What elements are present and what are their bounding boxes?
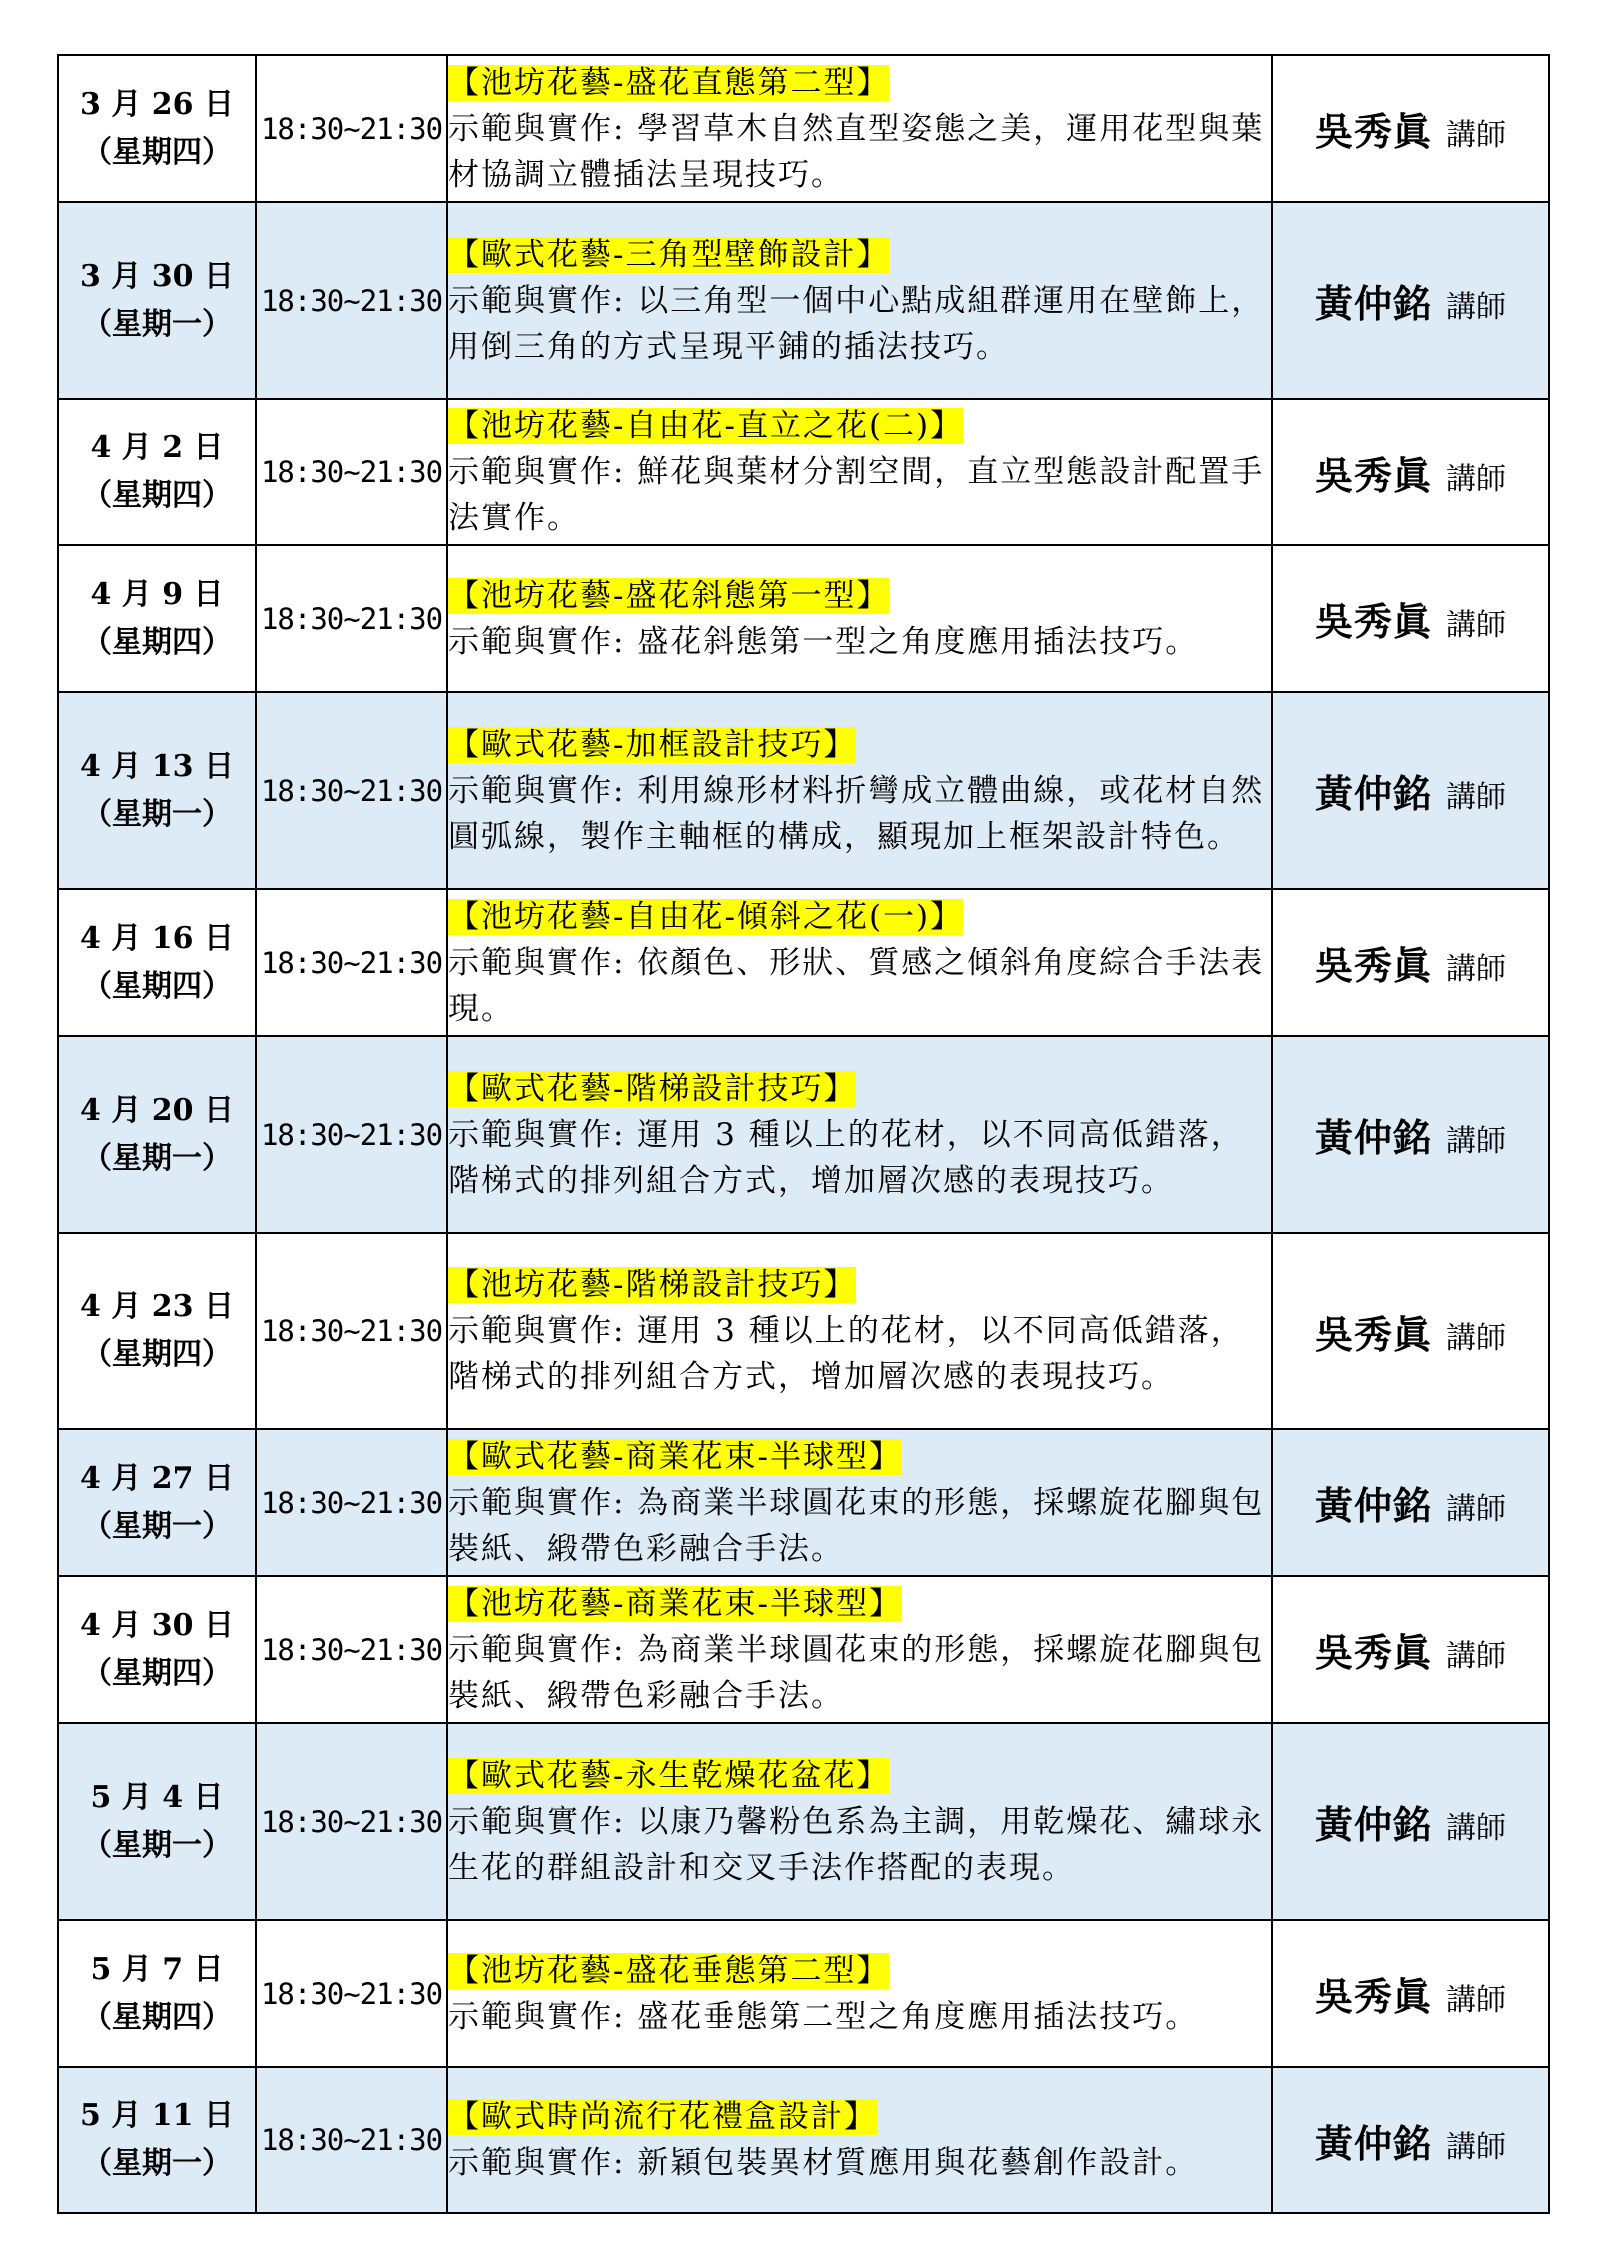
date: 4 月 9 日 (90, 576, 224, 612)
weekday: （星期四） (82, 134, 232, 170)
content-cell (447, 692, 1272, 889)
teacher-role: 講師 (1446, 608, 1506, 643)
time-cell: 18:30~21:30 (256, 545, 447, 692)
content-cell (447, 399, 1272, 545)
teacher-cell (1272, 1429, 1549, 1576)
content-cell (447, 545, 1272, 692)
teacher-name: 吳秀眞 (1314, 453, 1432, 498)
content-cell (447, 1723, 1272, 1920)
weekday: （星期一） (82, 2146, 232, 2181)
teacher-role: 講師 (1446, 1492, 1506, 1527)
time-cell: 18:30~21:30 (256, 1576, 447, 1723)
content-cell (447, 1233, 1272, 1429)
course-title: 【歐式花藝-三角型壁飾設計】 (448, 236, 890, 273)
teacher-cell (1272, 2067, 1549, 2213)
date: 4 月 27 日 (80, 1460, 234, 1496)
weekday: （星期一） (82, 306, 232, 342)
teacher-role: 講師 (1446, 118, 1506, 153)
course-title: 【歐式花藝-永生乾燥花盆花】 (448, 1757, 890, 1794)
date: 5 月 11 日 (80, 2098, 234, 2133)
table-row (58, 692, 1549, 889)
content-cell (447, 1429, 1272, 1576)
teacher-name: 黃仲銘 (1314, 1803, 1432, 1847)
table-row (58, 1576, 1549, 1723)
teacher-cell (1272, 202, 1549, 399)
table-row (58, 1920, 1549, 2067)
date: 4 月 2 日 (90, 430, 224, 465)
weekday: （星期一） (82, 1508, 232, 1544)
weekday: （星期一） (82, 1140, 232, 1176)
date-cell (58, 889, 256, 1036)
course-description: 示範與實作: 運用 3 種以上的花材，以不同高低錯落，階梯式的排列組合方式，增加層次感的表現技巧。 (448, 1313, 1244, 1395)
teacher-name: 黃仲銘 (1314, 2121, 1432, 2166)
course-description: 示範與實作: 依顏色、形狀、質感之傾斜角度綜合手法表現。 (448, 944, 1265, 1027)
teacher-name: 吳秀眞 (1314, 1312, 1432, 1357)
date-cell (58, 1920, 256, 2067)
course-title: 【池坊花藝-盛花斜態第一型】 (448, 577, 890, 614)
teacher-name: 黃仲銘 (1314, 1484, 1432, 1528)
date: 3 月 30 日 (80, 258, 234, 294)
teacher-cell (1272, 545, 1549, 692)
table-row (58, 202, 1549, 399)
course-title: 【池坊花藝-階梯設計技巧】 (448, 1267, 857, 1303)
course-description: 示範與實作: 盛花斜態第一型之角度應用插法技巧。 (448, 623, 1199, 660)
table-row (58, 55, 1549, 202)
table-row (58, 1429, 1549, 1576)
table-row (58, 1036, 1549, 1233)
weekday: （星期四） (82, 1999, 232, 2035)
content-cell (447, 1036, 1272, 1233)
course-description: 示範與實作: 以三角型一個中心點成組群運用在壁飾上，用倒三角的方式呈現平鋪的插法技巧。 (448, 282, 1265, 365)
teacher-name: 吳秀眞 (1314, 944, 1432, 988)
teacher-cell (1272, 889, 1549, 1036)
date-cell (58, 1036, 256, 1233)
date: 4 月 16 日 (80, 920, 234, 956)
teacher-cell (1272, 1576, 1549, 1723)
time-cell: 18:30~21:30 (256, 1036, 447, 1233)
date-cell (58, 1233, 256, 1429)
time-cell: 18:30~21:30 (256, 55, 447, 202)
date: 4 月 23 日 (80, 1289, 234, 1324)
content-cell (447, 202, 1272, 399)
teacher-role: 講師 (1446, 1124, 1506, 1159)
date-cell (58, 545, 256, 692)
date-cell (58, 399, 256, 545)
teacher-cell (1272, 399, 1549, 545)
date: 5 月 7 日 (90, 1951, 224, 1987)
course-title: 【池坊花藝-盛花垂態第二型】 (448, 1952, 890, 1989)
teacher-cell (1272, 692, 1549, 889)
course-schedule-table (57, 54, 1550, 2214)
time-cell: 18:30~21:30 (256, 202, 447, 399)
weekday: （星期四） (82, 968, 232, 1004)
date-cell (58, 2067, 256, 2213)
teacher-role: 講師 (1446, 1639, 1506, 1674)
time-cell: 18:30~21:30 (256, 1233, 447, 1429)
teacher-role: 講師 (1446, 2129, 1506, 2165)
teacher-name: 黃仲銘 (1314, 772, 1432, 816)
course-title: 【歐式時尚流行花禮盒設計】 (448, 2099, 877, 2135)
date-cell (58, 202, 256, 399)
course-description: 示範與實作: 鮮花與葉材分割空間，直立型態設計配置手法實作。 (448, 454, 1265, 536)
table-row (58, 1233, 1549, 1429)
time-cell: 18:30~21:30 (256, 692, 447, 889)
teacher-name: 吳秀眞 (1314, 1631, 1432, 1675)
content-cell (447, 55, 1272, 202)
time-cell: 18:30~21:30 (256, 1920, 447, 2067)
table-row (58, 1723, 1549, 1920)
date-cell (58, 692, 256, 889)
course-description: 示範與實作: 利用線形材料折彎成立體曲線，或花材自然圓弧線，製作主軸框的構成，顯現加上框架設計特色。 (448, 772, 1265, 855)
teacher-role: 講師 (1446, 1983, 1506, 2018)
teacher-role: 講師 (1446, 952, 1506, 987)
date-cell (58, 1429, 256, 1576)
weekday: （星期四） (82, 478, 232, 513)
teacher-role: 講師 (1446, 1320, 1506, 1356)
time-cell: 18:30~21:30 (256, 2067, 447, 2213)
weekday: （星期一） (82, 796, 232, 832)
time-cell: 18:30~21:30 (256, 399, 447, 545)
table-row (58, 2067, 1549, 2213)
course-description: 示範與實作: 以康乃馨粉色系為主調，用乾燥花、繡球永生花的群組設計和交叉手法作搭配的表現。 (448, 1803, 1265, 1886)
course-title: 【歐式花藝-加框設計技巧】 (448, 726, 857, 763)
content-cell (447, 889, 1272, 1036)
time-cell: 18:30~21:30 (256, 889, 447, 1036)
time-cell: 18:30~21:30 (256, 1429, 447, 1576)
course-description: 示範與實作: 新穎包裝異材質應用與花藝創作設計。 (448, 2145, 1199, 2181)
weekday: （星期四） (82, 624, 232, 660)
teacher-name: 吳秀眞 (1314, 600, 1432, 644)
teacher-name: 吳秀眞 (1314, 1975, 1432, 2019)
date: 5 月 4 日 (90, 1779, 224, 1815)
time-cell: 18:30~21:30 (256, 1723, 447, 1920)
weekday: （星期四） (82, 1337, 232, 1372)
date: 4 月 20 日 (80, 1092, 234, 1128)
teacher-cell (1272, 1233, 1549, 1429)
weekday: （星期四） (82, 1655, 232, 1691)
teacher-role: 講師 (1446, 290, 1506, 325)
teacher-role: 講師 (1446, 1811, 1506, 1846)
course-description: 示範與實作: 為商業半球圓花束的形態，採螺旋花腳與包裝紙、緞帶色彩融合手法。 (448, 1484, 1265, 1567)
course-title: 【池坊花藝-自由花-直立之花(二)】 (448, 408, 964, 444)
course-description: 示範與實作: 為商業半球圓花束的形態，採螺旋花腳與包裝紙、緞帶色彩融合手法。 (448, 1631, 1265, 1714)
course-title: 【池坊花藝-自由花-傾斜之花(一)】 (448, 898, 964, 935)
date: 3 月 26 日 (80, 86, 234, 122)
course-title: 【歐式花藝-階梯設計技巧】 (448, 1070, 857, 1107)
course-title: 【歐式花藝-商業花束-半球型】 (448, 1438, 902, 1475)
content-cell (447, 1576, 1272, 1723)
course-title: 【池坊花藝-盛花直態第二型】 (448, 64, 890, 101)
teacher-name: 黃仲銘 (1314, 282, 1432, 326)
table-row (58, 399, 1549, 545)
teacher-role: 講師 (1446, 780, 1506, 815)
teacher-cell (1272, 55, 1549, 202)
table-row (58, 889, 1549, 1036)
course-description: 示範與實作: 盛花垂態第二型之角度應用插法技巧。 (448, 1998, 1199, 2035)
date-cell (58, 55, 256, 202)
teacher-name: 吳秀眞 (1314, 110, 1432, 154)
content-cell (447, 2067, 1272, 2213)
teacher-cell (1272, 1723, 1549, 1920)
course-title: 【池坊花藝-商業花束-半球型】 (448, 1585, 902, 1622)
date-cell (58, 1576, 256, 1723)
date: 4 月 30 日 (80, 1607, 234, 1643)
course-description: 示範與實作: 運用 3 種以上的花材，以不同高低錯落，階梯式的排列組合方式，增加層次感的表現技巧。 (448, 1116, 1244, 1199)
weekday: （星期一） (82, 1827, 232, 1863)
teacher-name: 黃仲銘 (1314, 1116, 1432, 1160)
table-row (58, 545, 1549, 692)
course-description: 示範與實作: 學習草木自然直型姿態之美，運用花型與葉材協調立體插法呈現技巧。 (448, 110, 1265, 193)
teacher-cell (1272, 1036, 1549, 1233)
date-cell (58, 1723, 256, 1920)
content-cell (447, 1920, 1272, 2067)
date: 4 月 13 日 (80, 748, 234, 784)
teacher-role: 講師 (1446, 461, 1506, 497)
teacher-cell (1272, 1920, 1549, 2067)
